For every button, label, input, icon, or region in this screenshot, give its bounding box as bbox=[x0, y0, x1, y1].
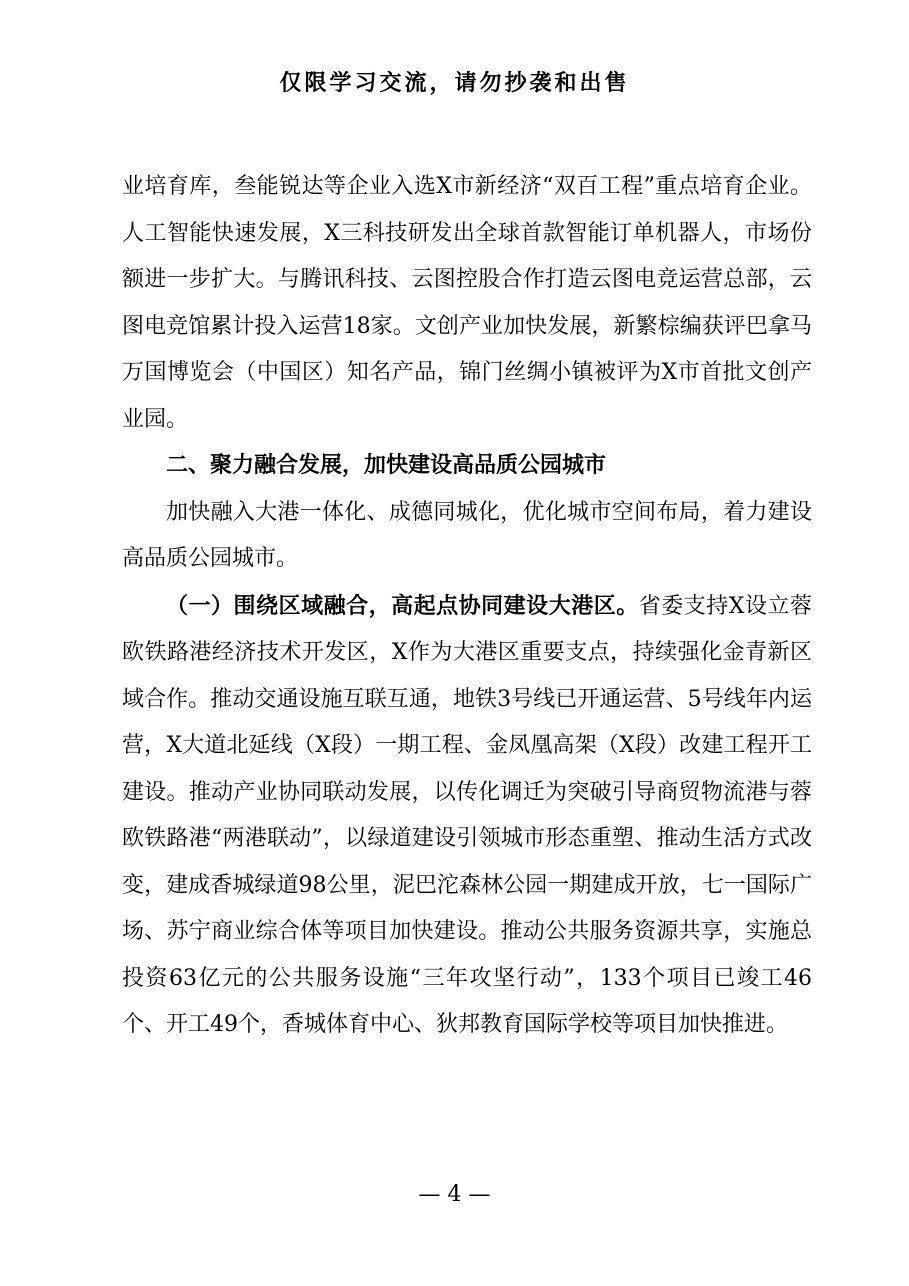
document-body bbox=[122, 164, 812, 1049]
paragraph-intro: 加快融入大港一体化、成德同城化，优化城市空间布局，着力建设高品质公园城市。 bbox=[122, 499, 812, 571]
paragraph-regional-integration bbox=[122, 583, 812, 1049]
subsection-text: 省委支持X设立蓉欧铁路港经济技术开发区，X作为大港区重要支点，持续强化金青新区域合作。推动交通设施互联互通，地铁3号线已开通运营、5号线年内运营，X大道北延线（X段）一期工程、金凤凰高架（X段）改建工程开工建设。推动产业协同联动发展，以传化调迁为突破引导商贸物流港与蓉欧铁路港“两港联动”，以绿道建设引领城市形态重塑、推动生活方式改变，建成香城绿道98公里，泥巴沱森林公园一期建成开放，七一国际广场、苏宁商业综合体等项目加快建设。推动公共服务资源共享，实施总投资63亿元的公共服务设施“三年攻坚行动”，133个项目已竣工46个、开工49个，香城体育中心、狄邦教育国际学校等项目加快推进。 bbox=[122, 593, 812, 1037]
subsection-heading: （一）围绕区域融合，高起点协同建设大港区。 bbox=[166, 592, 639, 619]
page-number: — 4 — bbox=[418, 1182, 491, 1207]
paragraph-industry: 业培育库，叁能锐达等企业入选X市新经济“双百工程”重点培育企业。人工智能快速发展，X三科技研发出全球首款智能订单机器人，市场份额进一步扩大。与腾讯科技、云图控股合作打造云图电竞运营总部，云图电竞馆累计投入运营18家。文创产业加快发展，新繁棕编获评巴拿马万国博览会（中国区）知名产品，锦门丝绸小镇被评为X市首批文创产业园。 bbox=[122, 174, 812, 432]
header-notice: 仅限学习交流，请勿抄袭和出售 bbox=[279, 70, 630, 96]
section-heading: 二、聚力融合发展，加快建设高品质公园城市 bbox=[166, 453, 607, 478]
